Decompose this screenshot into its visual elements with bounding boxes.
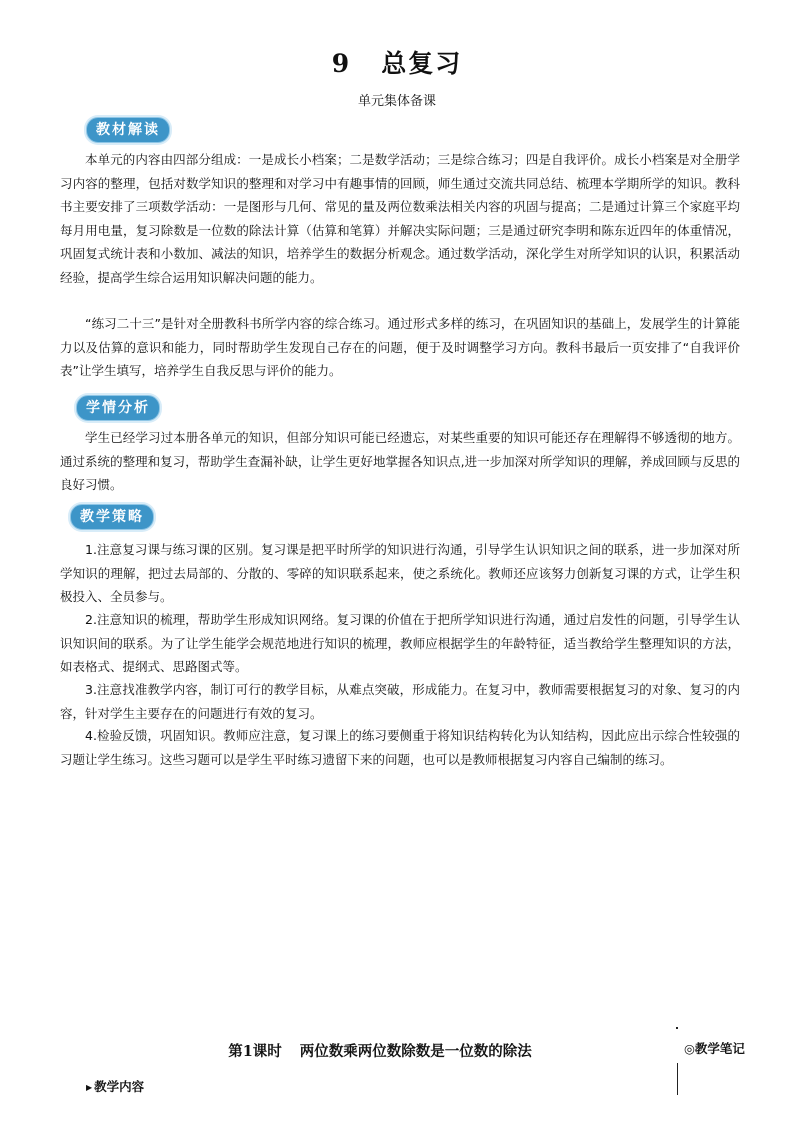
section-badge-teaching-strategy: 教学策略 [70,504,154,530]
chapter-title-text: 总复习 [381,49,463,78]
section-paragraph: 2.注意知识的梳理，帮助学生形成知识网络。复习课的价值在于把所学知识进行沟通，通过启发性的问题，引导学生认识知识间的联系。为了让学生能学会规范地进行知识的梳理，教师应根据学生的年龄特征，适当教给学生整理知识的方法，如表格式、提纲式、思路图式等。 [60,612,740,674]
chapter-title [0,44,794,80]
section-paragraph: 4.检验反馈，巩固知识。教师应注意，复习课上的练习要侧重于将知识结构转化为认知结构，因此应出示综合性较强的习题让学生练习。这些习题可以是学生平时练习遗留下来的问题，也可以是教师根据复习内容自己编制的练习。 [60,728,740,767]
teaching-content-heading [86,1077,144,1095]
lesson-number: 第1课时 [228,1043,282,1060]
teaching-content-label: 教学内容 [94,1079,145,1094]
notes-divider [677,1063,678,1095]
chapter-subtitle: 单元集体备课 [357,94,436,109]
section-paragraph: 1.注意复习课与练习课的区别。复习课是把平时所学的知识进行沟通，引导学生认识知识之间的联系，进一步加深对所学知识的理解，把过去局部的、分散的、零碎的知识联系起来，使之系统化。教师还应该努力创新复习课的方式，让学生积极投入、全员参与。 [60,542,740,604]
chapter-number: 9 [331,49,352,78]
triangle-bullet-icon: ▶ [86,1083,93,1092]
teaching-notes-label: ◎教学笔记 [684,1041,745,1056]
section-badge-textbook-analysis: 教材解读 [86,117,170,143]
lesson-title [0,1040,760,1061]
section-paragraph: 学生已经学习过本册各单元的知识，但部分知识可能已经遗忘，对某些重要的知识可能还存在理解得不够透彻的地方。通过系统的整理和复习，帮助学生查漏补缺，让学生更好地掌握各知识点,进一步加深对所学知识的理解，养成回顾与反思的良好习惯。 [60,430,740,492]
margin-dot [676,1027,678,1029]
section-paragraph: 3.注意找准教学内容，制订可行的教学目标，从难点突破，形成能力。在复习中，教师需要根据复习的对象、复习的内容，针对学生主要存在的问题进行有效的复习。 [60,682,740,721]
section-paragraph: “练习二十三”是针对全册教科书所学内容的综合练习。通过形式多样的练习，在巩固知识的基础上，发展学生的计算能力以及估算的意识和能力，同时帮助学生发现自己存在的问题，便于及时调整学习方向。教科书最后一页安排了“自我评价表”让学生填写，培养学生自我反思与评价的能力。 [60,316,740,378]
section-badge-student-analysis: 学情分析 [76,395,160,421]
lesson-title-text: 两位数乘两位数除数是一位数的除法 [299,1043,532,1060]
section-paragraph: 本单元的内容由四部分组成：一是成长小档案；二是数学活动；三是综合练习；四是自我评价。成长小档案是对全册学习内容的整理，包括对数学知识的整理和对学习中有趣事情的回顾，师生通过交流共同总结、梳理本学期所学的知识。教科书主要安排了三项数学活动：一是图形与几何、常见的量及两位数乘法相关内容的巩固与提高；二是通过计算三个家庭平均每月用电量，复习除数是一位数的除法计算（估算和笔算）并解决实际问题；三是通过研究李明和陈东近四年的体重情况，巩固复式统计表和小数加、减法的知识，培养学生的数据分析观念。通过数学活动，深化学生对所学知识的认识，积累活动经验，提高学生综合运用知识解决问题的能力。 [60,152,740,285]
